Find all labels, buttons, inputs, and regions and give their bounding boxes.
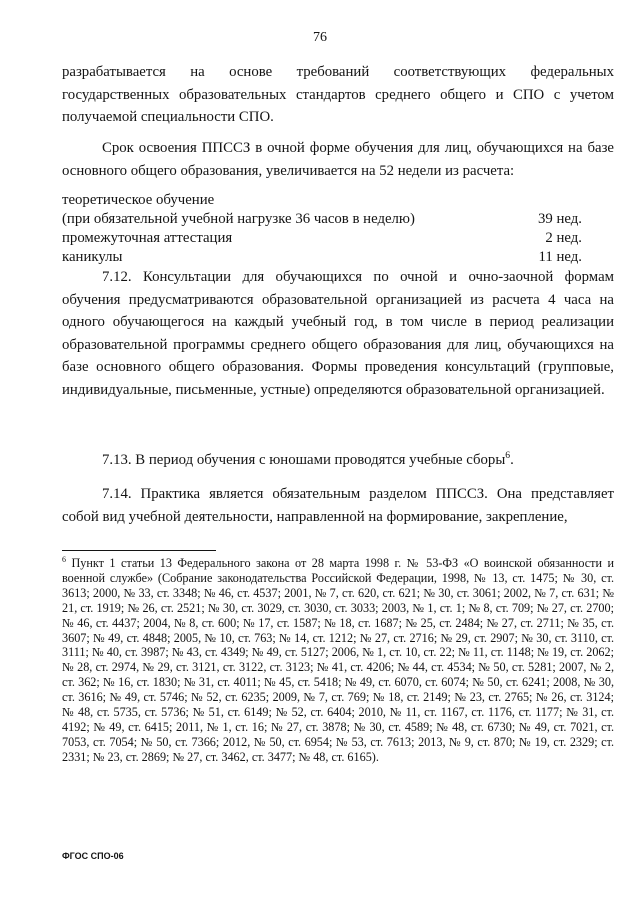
footnote-separator xyxy=(62,550,216,551)
schedule-row-theory xyxy=(62,191,582,210)
schedule-value-vacation: 11 нед. xyxy=(538,249,582,265)
study-schedule xyxy=(62,191,582,267)
schedule-label-theory-load: (при обязательной учебной нагрузке 36 часов в неделю) xyxy=(62,211,415,227)
footnote-text: Пункт 1 статьи 13 Федерального закона от 28 марта 1998 г. № 53-ФЗ «О воинской обязанности и военной службе» (Собрание законодательства Российской Федерации, 1998, № 13, ст. 1475; № 30, ст. 3613; 2000, № 33, ст. 3348; № 46, ст. 4537; 2001, № 7, ст. 620, ст. 621; № 30, ст. 3061; 2002, № 7, ст. 631; № 21, ст. 1919; № 26, ст. 2521; № 30, ст. 3029, ст. 3030, ст. 3033; 2003, № 1, ст. 1; № 8, ст. 709; № 27, ст. 2700; № 46, ст. 4437; 2004, № 8, ст. 600; № 17, ст. 1587; № 18, ст. 1687; № 25, ст. 2484; № 27, ст. 2711; № 35, ст. 3607; № 49, ст. 4848; 2005, № 10, ст. 763; № 14, ст. 1212; № 27, ст. 2716; № 29, ст. 2907; № 30, ст. 3110, ст. 3111; № 40, ст. 3987; № 43, ст. 4349; № 49, ст. 5127; 2006, № 1, ст. 10, ст. 22; № 11, ст. 1148; № 19, ст. 2062; № 28, ст. 2974, № 29, ст. 3121, ст. 3122, ст. 3123; № 41, ст. 4206; № 44, ст. 4534; № 50, ст. 5281; 2007, № 2, ст. 362; № 16, ст. 1830; № 31, ст. 4011; № 45, ст. 5418; № 49, ст. 6070, ст. 6074; № 50, ст. 6241; 2008, № 30, ст. 3616; № 49, ст. 5746; № 52, ст. 6235; 2009, № 7, ст. 769; № 18, ст. 2149; № 23, ст. 2765; № 26, ст. 3124; № 48, ст. 5735, ст. 5736; № 51, ст. 6149; № 52, ст. 6404; 2010, № 11, ст. 1167, ст. 1176, ст. 1177; № 31, ст. 4192; № 49, ст. 6415; 2011, № 1, ст. 16; № 27, ст. 3878; № 30, ст. 4589; № 48, ст. 6730; № 49, ст. 7021, ст. 7053, ст. 7054; № 50, ст. 7366; 2012, № 50, ст. 6954; № 53, ст. 7613; 2013, № 9, ст. 870; № 19, ст. 2329; ст. 2331; № 23, ст. 2869; № 27, ст. 3462, ст. 3477; № 48, ст. 6165). xyxy=(62,556,615,764)
paragraph-continuation: разрабатывается на основе требований соответствующих федеральных государственных образовательных стандартов среднего общего и СПО с учетом получаемой специальности СПО. xyxy=(62,64,614,125)
schedule-row-theory-load xyxy=(62,210,582,229)
footnote-number: 6 xyxy=(62,554,66,564)
schedule-value-theory: 39 нед. xyxy=(537,211,582,227)
footnote xyxy=(62,556,614,765)
paragraph-7-13-text: 7.13. В период обучения с юношами проводятся учебные сборы xyxy=(102,452,506,468)
footnote-reference: 6 xyxy=(505,450,511,462)
schedule-value-attestation: 2 нед. xyxy=(545,230,582,246)
paragraph-7-13-training-camps: 7.13. В период обучения с юношами проводятся учебные сборы$^6$. xyxy=(102,450,514,468)
schedule-label-theory: теоретическое обучение xyxy=(62,192,215,208)
paragraph-7-12-consultations: 7.12. Консультации для обучающихся по очной и очно-заочной формам обучения предусматриваются образовательной организацией из расчета 4 часа на одного обучающегося на каждый учебный год, в том числе в период реализации образовательной программы среднего общего образования для лиц, обучающихся на базе основного общего образования. Формы проведения консультаций (групповые, индивидуальные, письменные, устные) определяются образовательной организацией. xyxy=(62,269,614,398)
footer-document-code: ФГОС СПО-06 xyxy=(62,851,124,861)
schedule-label-vacation: каникулы xyxy=(62,249,123,265)
schedule-row-attestation xyxy=(62,229,582,248)
page-number: 76 xyxy=(313,30,327,45)
paragraph-study-duration: Срок освоения ППССЗ в очной форме обучения для лиц, обучающихся на базе основного общего образования, увеличивается на 52 недели из расчета: xyxy=(62,140,614,179)
paragraph-7-14-practice: 7.14. Практика является обязательным разделом ППССЗ. Она представляет собой вид учебной деятельности, направленной на формирование, закрепление, xyxy=(62,486,614,525)
schedule-label-attestation: промежуточная аттестация xyxy=(62,230,233,246)
schedule-row-vacation xyxy=(62,248,582,267)
